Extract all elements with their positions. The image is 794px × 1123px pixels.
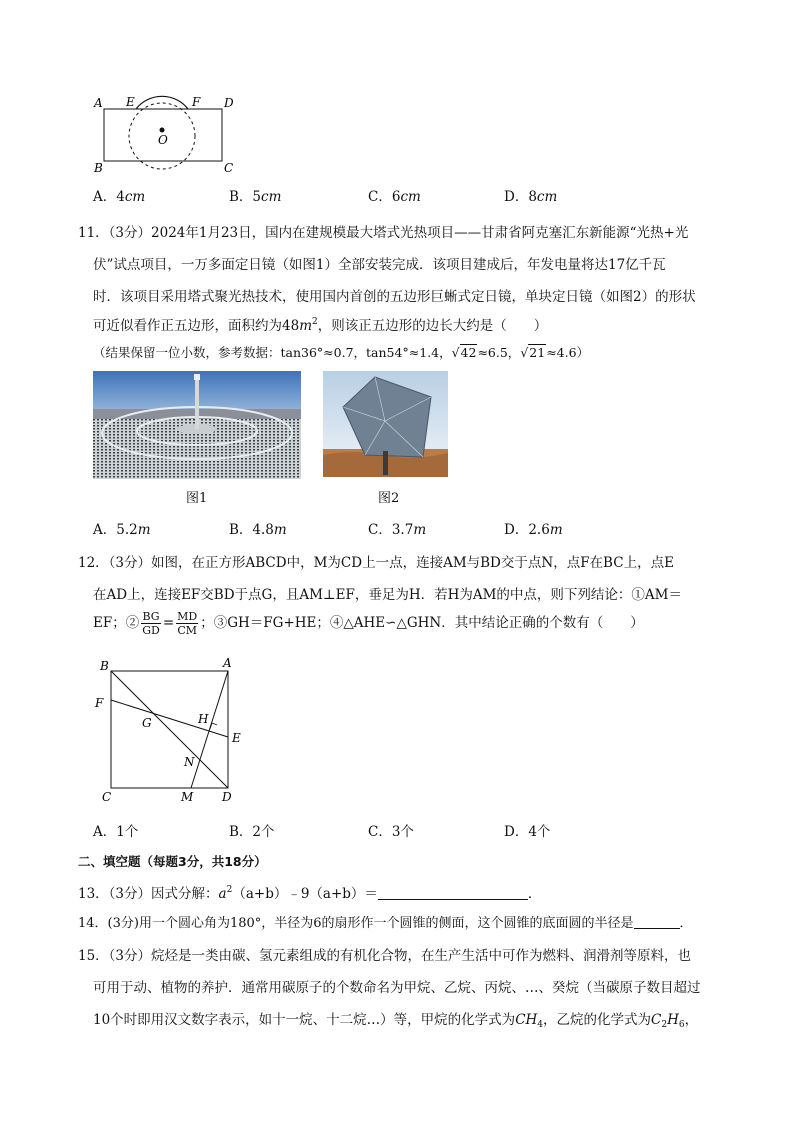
q10-option-d: D．8cm bbox=[504, 189, 558, 205]
fig12-label-N: N bbox=[184, 755, 195, 769]
fig12-label-M: M bbox=[181, 790, 194, 804]
label-D: D bbox=[224, 96, 234, 110]
label-A: A bbox=[94, 96, 103, 110]
q11-hint: （结果保留一位小数，参考数据：tan36°≈0.7，tan54°≈1.4，√42≈6.5，√21≈4.6） bbox=[93, 345, 590, 360]
label-E: E bbox=[126, 95, 135, 109]
caption-figure-2: 图2 bbox=[378, 491, 400, 506]
q13-line: 13．（3分）因式分解：$a^2(a+b)﹣9(a+b)=$ ． bbox=[78, 885, 542, 902]
solar-field-photo bbox=[93, 371, 301, 479]
q14-answer-blank[interactable] bbox=[634, 928, 680, 929]
q11-option-b: B．4.8m bbox=[229, 522, 287, 538]
fig12-label-H: H bbox=[198, 712, 209, 726]
q11-option-c: C．3.7m bbox=[368, 522, 427, 538]
figure-rectangle-circle bbox=[90, 90, 240, 180]
q11-line-4: 可近似看作正五边形，面积约为$48m^2$，则该正五边形的边长大约是（ ） bbox=[93, 317, 548, 334]
label-O: O bbox=[158, 133, 168, 147]
q15-line-3: 10个时即用汉文数字表示，如十一烷、十二烷…）等，甲烷的化学式为$CH_4$，乙烷的化学式为$C_2H_6$， bbox=[93, 1012, 699, 1030]
q11-line-2: 伏”试点项目，一万多面定日镜（如图1）全部安装完成．该项目建成后，年发电量将达17亿千瓦 bbox=[93, 257, 666, 273]
q10-option-c: C．6cm bbox=[368, 189, 421, 205]
q11-line-3: 时．该项目采用塔式聚光热技术，使用国内首创的五边形巨蜥式定日镜，单块定日镜（如图2）的形状 bbox=[93, 289, 696, 305]
label-F: F bbox=[192, 95, 201, 109]
q12-option-a: A．1个 bbox=[93, 824, 139, 840]
q11-option-a: A．5.2m bbox=[93, 522, 151, 538]
fig12-label-E: E bbox=[232, 731, 241, 745]
q12-line-1: 12．（3分）如图，在正方形ABCD中，M为CD上一点，连接AM与BD交于点N，点F在BC上，点E bbox=[78, 555, 674, 571]
label-C: C bbox=[224, 161, 234, 175]
q15-line-2: 可用于动、植物的养护．通常用碳原子的个数命名为甲烷、乙烷、丙烷、…、癸烷（当碳原子数目超过 bbox=[93, 980, 701, 996]
q11-line-1: 11．（3分）2024年1月23日，国内在建规模最大塔式光热项目——甘肃省阿克塞汇东新能源“光热+光 bbox=[78, 225, 689, 241]
fig12-label-A: A bbox=[223, 656, 232, 670]
q11-option-d: D．2.6m bbox=[504, 522, 563, 538]
q14-line: 14．(3分)用一个圆心角为180°，半径为6的扇形作一个圆锥的侧面，这个圆锥的底面圆的半径是 ． bbox=[78, 916, 693, 931]
q12-line-2: 在AD上，连接EF交BD于点G，且AM⊥EF，垂足为H．若H为AM的中点，则下列结论：①AM＝ bbox=[93, 587, 683, 603]
fig12-label-B: B bbox=[100, 659, 109, 673]
q10-option-b: B．5cm bbox=[229, 189, 282, 205]
fig12-label-D: D bbox=[222, 790, 232, 804]
q13-answer-blank[interactable] bbox=[378, 899, 528, 900]
q15-line-1: 15．（3分）烷烃是一类由碳、氢元素组成的有机化合物，在生产生活中可作为燃料、润滑剂等原料，也 bbox=[78, 948, 692, 964]
label-B: B bbox=[94, 161, 103, 175]
fig12-label-C: C bbox=[102, 790, 112, 804]
pentagon-heliostat-photo bbox=[323, 371, 448, 477]
figure-square-abcd bbox=[90, 655, 250, 805]
fig12-label-G: G bbox=[142, 716, 152, 730]
fig12-label-F: F bbox=[95, 696, 104, 710]
q12-option-c: C．3个 bbox=[368, 824, 414, 840]
caption-figure-1: 图1 bbox=[186, 491, 208, 506]
section-heading-fill-blank: 二、填空题（每题3分，共18分） bbox=[78, 854, 267, 869]
q12-option-d: D．4个 bbox=[504, 824, 551, 840]
q10-option-a: A．4cm bbox=[93, 189, 146, 205]
q12-line-3: EF；② $\frac{BG}{GD}$ = $\frac{MD}{CM}$ ；③GH＝FG+HE；④△AHE∽△GHN．其中结论正确的个数有（ ） bbox=[93, 610, 644, 637]
q12-option-b: B．2个 bbox=[229, 824, 275, 840]
